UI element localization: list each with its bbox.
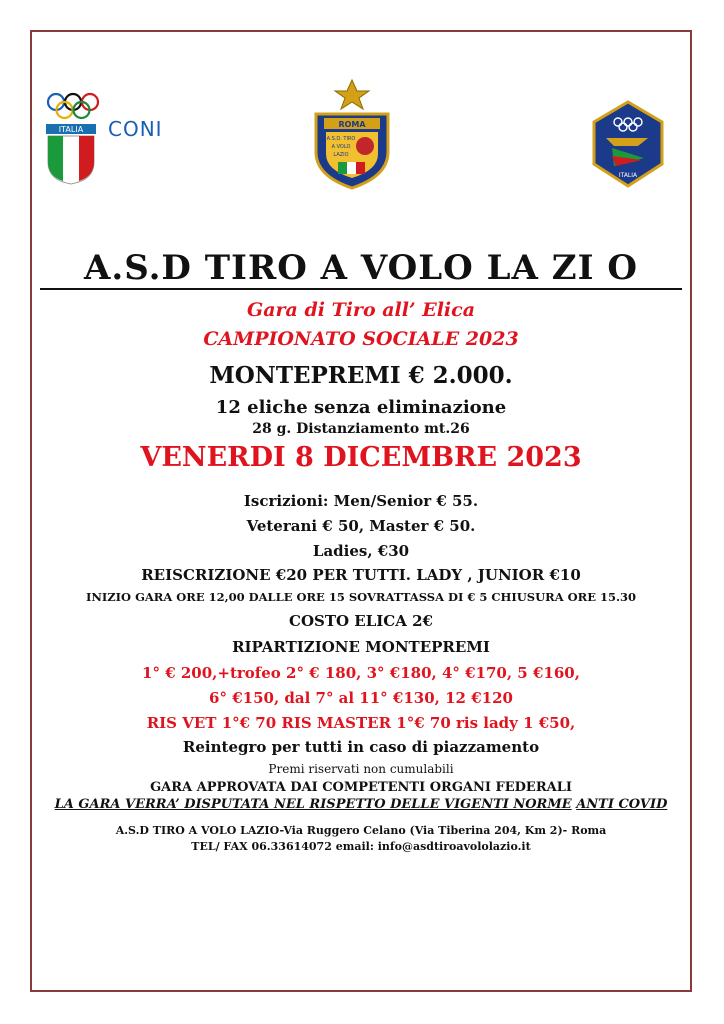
svg-text:LAZIO: LAZIO	[333, 152, 349, 158]
prizes-heading: RIPARTIZIONE MONTEPREMI	[232, 638, 490, 656]
prize-pool: MONTEPREMI € 2.000.	[209, 362, 513, 389]
covid-notice-main: LA GARA VERRA’ DISPUTATA NEL RISPETTO DELLE VIGENTI NORME	[54, 797, 572, 812]
svg-text:ITALIA: ITALIA	[58, 125, 84, 134]
title-underline	[40, 288, 682, 290]
championship-name: CAMPIONATO SOCIALE 2023	[203, 328, 519, 350]
covid-notice-tail: ANTI COVID	[576, 797, 668, 812]
svg-text:CONI: CONI	[108, 117, 163, 141]
prizes-note: Premi riservati non cumulabili	[268, 762, 454, 776]
fee-iscrizioni: Iscrizioni: Men/Senior € 55.	[243, 492, 479, 510]
prizes-line-1: 1° € 200,+trofeo 2° € 180, 3° €180, 4° €170, 5 €160,	[142, 664, 580, 682]
footer-address: A.S.D TIRO A VOLO LAZIO-Via Ruggero Celano (Via Tiberina 204, Km 2)- Roma	[115, 824, 607, 837]
footer-contact: TEL/ FAX 06.33614072 email: info@asdtiroavololazio.it	[191, 840, 531, 853]
reserved-prizes: RIS VET 1°€ 70 RIS MASTER 1°€ 70 ris lady 1 €50,	[146, 714, 576, 732]
event-date: VENERDI 8 DICEMBRE 2023	[140, 442, 582, 473]
distance-text: 28 g. Distanziamento mt.26	[252, 421, 470, 437]
covid-notice	[30, 797, 692, 812]
fitav-logo	[592, 100, 664, 188]
elica-cost: COSTO ELICA 2€	[289, 612, 433, 630]
svg-text:ITALIA: ITALIA	[618, 172, 638, 179]
svg-text:A.S.D. TIRO: A.S.D. TIRO	[326, 136, 356, 142]
svg-text:A VOLO: A VOLO	[331, 144, 351, 150]
fee-veterani: Veterani € 50, Master € 50.	[246, 517, 476, 535]
event-subtitle: Gara di Tiro all’ Elica	[246, 299, 476, 321]
fee-reiscrizione: REISCRIZIONE €20 PER TUTTI. LADY , JUNIOR €10	[141, 566, 581, 584]
coni-logo	[44, 92, 184, 188]
roma-shield-logo	[310, 78, 394, 190]
start-time-info: INIZIO GARA ORE 12,00 DALLE ORE 15 SOVRATTASSA DI € 5 CHIUSURA ORE 15.30	[86, 590, 636, 604]
page-title: A.S.D TIRO A VOLO LA ZI O	[84, 248, 638, 288]
svg-text:ROMA: ROMA	[338, 120, 366, 129]
prizes-line-2: 6° €150, dal 7° al 11° €130, 12 €120	[209, 689, 513, 707]
reintegro-note: Reintegro per tutti in caso di piazzamento	[182, 738, 540, 756]
format-text: 12 eliche senza eliminazione	[215, 397, 507, 418]
approval-notice: GARA APPROVATA DAI COMPETENTI ORGANI FEDERALI	[150, 780, 572, 795]
fee-ladies: Ladies, €30	[312, 542, 410, 560]
